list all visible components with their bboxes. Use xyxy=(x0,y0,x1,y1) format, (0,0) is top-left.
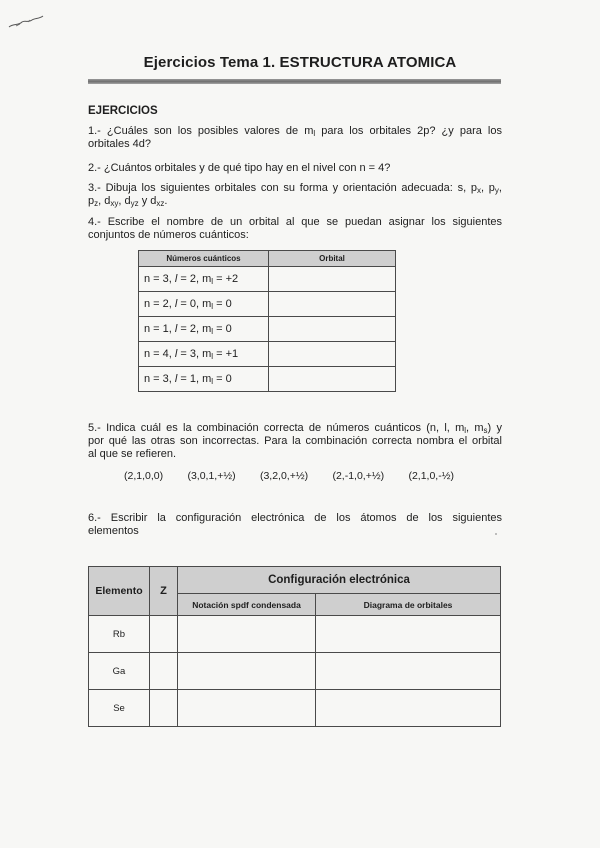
table-header-row xyxy=(139,251,396,267)
element-cell: Se xyxy=(89,690,150,727)
exercise-1: 1.- ¿Cuáles son los posibles valores de $m_l$ para los orbitales 2p? ¿y para los orbitales 4d? xyxy=(88,125,502,150)
header-z: Z xyxy=(150,567,178,616)
z-answer-cell[interactable] xyxy=(150,653,178,690)
document-title: Ejercicios Tema 1. ESTRUCTURA ATOMICA xyxy=(143,54,457,71)
table-row xyxy=(89,690,501,727)
orbital-answer-cell[interactable] xyxy=(269,342,396,367)
quantum-set-cell: n = 1, l = 2, $m_l = 0$ xyxy=(139,317,269,342)
table-row xyxy=(89,616,501,653)
diagram-answer-cell[interactable] xyxy=(316,616,501,653)
table-row xyxy=(139,292,396,317)
scan-speck xyxy=(495,533,497,535)
combination-option: (2,1,0,-½) xyxy=(408,470,454,482)
header-orbital: Orbital xyxy=(269,251,396,267)
combination-option: (3,0,1,+½) xyxy=(187,470,236,482)
electron-configuration-table xyxy=(88,566,501,727)
table-row xyxy=(139,267,396,292)
exercise-5: 5.- Indica cuál es la combinación correcta de números cuánticos (n, l, $m_l$, $m_s$) y por qué las otras son incorrectas. Para la combinación correcta nombra el orbital al que se refieren. xyxy=(88,422,502,460)
section-heading: EJERCICIOS xyxy=(88,105,158,117)
z-answer-cell[interactable] xyxy=(150,616,178,653)
table-row xyxy=(139,342,396,367)
quantum-combinations xyxy=(124,470,454,482)
quantum-set-cell: n = 3, l = 2, $m_l = +2$ xyxy=(139,267,269,292)
quantum-set-cell: n = 2, l = 0, $m_l = 0$ xyxy=(139,292,269,317)
spdf-answer-cell[interactable] xyxy=(178,616,316,653)
spdf-answer-cell[interactable] xyxy=(178,690,316,727)
diagram-answer-cell[interactable] xyxy=(316,653,501,690)
element-cell: Rb xyxy=(89,616,150,653)
header-quantum-numbers: Números cuánticos xyxy=(139,251,269,267)
table-row xyxy=(139,367,396,392)
table-row xyxy=(139,317,396,342)
quantum-set-cell: n = 3, l = 1, $m_l = 0$ xyxy=(139,367,269,392)
exercise-2: 2.- ¿Cuántos orbitales y de qué tipo hay en el nivel con n = 4? xyxy=(88,162,391,174)
exercise-3: 3.- Dibuja los siguientes orbitales con su forma y orientación adecuada: s, $p_x$, $p_y$, $p_z$, $d_{xy}$, $d_{yz}$ y $d_{xz}$. xyxy=(88,182,502,208)
element-cell: Ga xyxy=(89,653,150,690)
combination-option: (3,2,0,+½) xyxy=(259,470,309,482)
title-underline-bar xyxy=(88,79,501,84)
combination-option: (2,-1,0,+½) xyxy=(332,470,385,482)
quantum-set-cell: n = 4, l = 3, $m_l = +1$ xyxy=(139,342,269,367)
header-configuration: Configuración electrónica xyxy=(178,567,501,594)
quantum-numbers-table xyxy=(138,250,396,392)
header-orbital-diagram: Diagrama de orbitales xyxy=(316,594,501,616)
handwritten-mark xyxy=(8,14,44,30)
orbital-answer-cell[interactable] xyxy=(269,292,396,317)
header-element: Elemento xyxy=(89,567,150,616)
table-header-row xyxy=(89,567,501,594)
spdf-answer-cell[interactable] xyxy=(178,653,316,690)
exercise-4: 4.- Escribe el nombre de un orbital al que se puedan asignar los siguientes conjuntos de números cuánticos: xyxy=(88,216,502,241)
z-answer-cell[interactable] xyxy=(150,690,178,727)
exercise-6: 6.- Escribir la configuración electrónica de los átomos de los siguientes elementos xyxy=(88,512,502,537)
combination-option: (2,1,0,0) xyxy=(124,470,164,482)
header-spdf-notation: Notación spdf condensada xyxy=(178,594,316,616)
table-row xyxy=(89,653,501,690)
orbital-answer-cell[interactable] xyxy=(269,267,396,292)
diagram-answer-cell[interactable] xyxy=(316,690,501,727)
orbital-answer-cell[interactable] xyxy=(269,367,396,392)
orbital-answer-cell[interactable] xyxy=(269,317,396,342)
